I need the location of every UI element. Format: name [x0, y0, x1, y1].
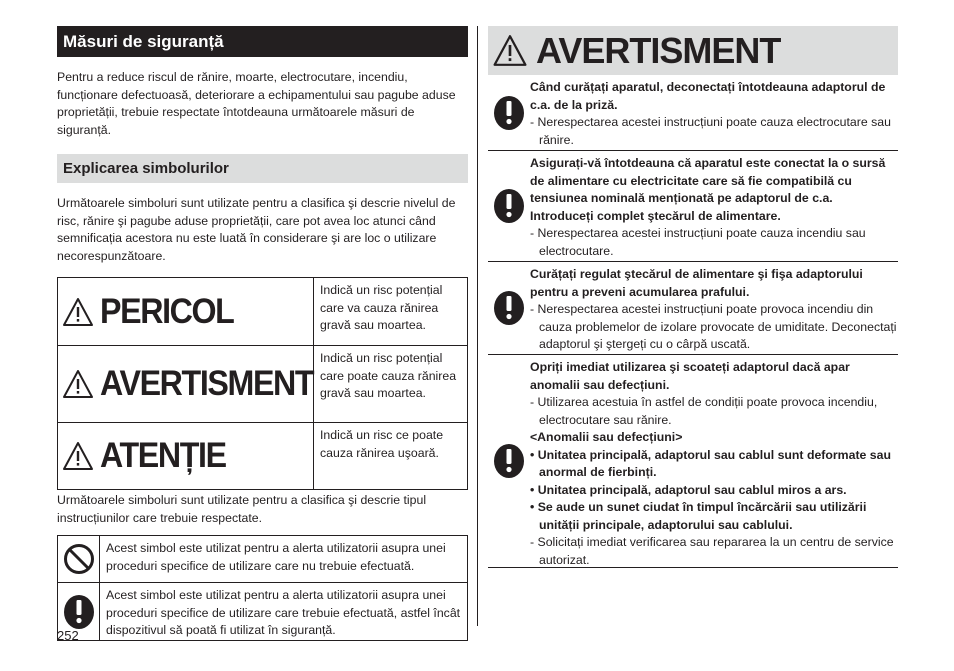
- warning-icon-cell: [488, 151, 530, 261]
- signal-word-caution: ATENȚIE: [100, 436, 226, 476]
- warning-block-voltage: [488, 150, 898, 261]
- warning-rule: Curățați regulat ştecărul de alimentare şi fişa adaptorului pentru a preveni acumularea prafului.: [530, 267, 863, 299]
- mandatory-description: Acest simbol este utilizat pentru a alerta utilizatorii asupra unei proceduri specifice de utilizare care trebuie efectuată, astfel încât dispozitivul să poată fi utilizat în siguranță.: [106, 588, 461, 637]
- warning-triangle-icon: [62, 441, 94, 471]
- warning-consequence: - Nerespectarea acestei instrucțiuni poate cauza electrocutare sau rănire.: [530, 115, 891, 147]
- intro-paragraph: Pentru a reduce riscul de rănire, moarte, electrocutare, incendiu, funcționare defectuoasă, deteriorare a echipamentului sau pagube aduse proprietății, trebuie respectate întotdeauna următoarele măsuri de siguranță.: [57, 70, 456, 137]
- subsection-title: Explicarea simbolurilor: [57, 154, 468, 183]
- warning-block-dust: [488, 261, 898, 354]
- signal-desc-warning: Indică un risc potențial care poate cauza rănirea gravă sau moartea.: [320, 351, 457, 400]
- warning-heading: AVERTISMENT: [536, 29, 781, 71]
- warning-consequence: - Nerespectarea acestei instrucțiuni poate cauza incendiu sau electrocutare.: [530, 226, 866, 258]
- section-title: Măsuri de siguranță: [57, 26, 468, 57]
- warning-consequence: - Solicitați imediat verificarea sau repararea la un centru de service autorizat.: [530, 535, 894, 567]
- signal-row-danger: [58, 278, 467, 345]
- instructions-intro-paragraph: Următoarele simboluri sunt utilizate pentru a clasifica şi descrie tipul instrucțiunilor care trebuie respectate.: [57, 493, 427, 525]
- anomaly-item: • Se aude un sunet ciudat în timpul încărcării sau utilizării unității principale, adaptorului sau cablului.: [530, 500, 867, 532]
- signal-row-caution: [58, 422, 467, 489]
- signal-word-cell: [58, 278, 314, 345]
- signal-word-table: [57, 277, 468, 490]
- warning-block-malfunction: [488, 354, 898, 568]
- warning-text: [530, 151, 898, 261]
- warning-triangle-icon: [62, 297, 94, 327]
- signal-desc-caution: Indică un risc ce poate cauza rănirea uşoară.: [320, 428, 444, 460]
- warning-icon-cell: [488, 75, 530, 150]
- left-column: [57, 26, 468, 641]
- exclamation-circle-icon: [494, 444, 524, 478]
- symbol-row-prohibit: [58, 536, 467, 582]
- warning-text: [530, 75, 898, 150]
- column-divider: [477, 26, 478, 626]
- right-column: [488, 26, 898, 568]
- signal-word-cell: [58, 423, 314, 489]
- exclamation-circle-icon: [494, 291, 524, 325]
- prohibition-circle-icon: [63, 543, 95, 575]
- warning-rule: Opriți imediat utilizarea şi scoateți adaptorul dacă apar anomalii sau defecțiuni.: [530, 360, 850, 392]
- page-number: 252: [57, 628, 79, 643]
- warning-text: [530, 355, 898, 567]
- exclamation-circle-icon: [494, 189, 524, 223]
- signal-desc-danger: Indică un risc potențial care va cauza rănirea gravă sau moartea.: [320, 283, 443, 332]
- warning-consequence: - Nerespectarea acestei instrucțiuni poate provoca incendiu din cauza problemelor de izolare provocate de umiditate. Deconectați adaptorul şi ştergeți cu o cârpă uscată.: [530, 302, 897, 351]
- signal-row-warning: [58, 345, 467, 422]
- prohibit-description: Acest simbol este utilizat pentru a alerta utilizatorii asupra unei proceduri specifice de utilizare care nu trebuie efectuată.: [106, 541, 446, 573]
- warning-text: [530, 262, 898, 354]
- signal-word-danger: PERICOL: [100, 291, 234, 331]
- warning-icon-cell: [488, 262, 530, 354]
- exclamation-circle-icon: [64, 595, 94, 629]
- warning-rule: Asigurați-vă întotdeauna că aparatul este conectat la o sursă de alimentare cu electricitate care să fie compatibilă cu tensiunea nominală menționată pe adaptorul de c.a. Introduceți complet ştecărul de alimentare.: [530, 156, 886, 223]
- warning-icon-cell: [488, 355, 530, 567]
- warning-heading-bar: [488, 26, 898, 75]
- warning-triangle-icon: [62, 369, 94, 399]
- warning-blocks: [488, 75, 898, 568]
- anomalies-label: <Anomalii sau defecțiuni>: [530, 430, 683, 444]
- exclamation-circle-icon: [494, 96, 524, 130]
- symbol-row-mandatory: [58, 582, 467, 640]
- anomaly-item: • Unitatea principală, adaptorul sau cablul miros a ars.: [530, 482, 847, 497]
- signal-word-warning: AVERTISMENT: [100, 364, 314, 404]
- symbol-icon-cell: [58, 536, 100, 582]
- warning-triangle-icon: [492, 34, 528, 67]
- warning-consequence: - Utilizarea acestuia în astfel de condiții poate provoca incendiu, electrocutare sau rănire.: [530, 395, 878, 427]
- symbols-intro-paragraph: Următoarele simboluri sunt utilizate pentru a clasifica şi descrie nivelul de risc, rănire şi pagube aduse proprietății, care pot avea loc atunci când semnificația acestora nu este luată în considerare şi are loc o utilizare necorespunzătoare.: [57, 196, 456, 263]
- signal-word-cell: [58, 346, 314, 422]
- warning-block-cleaning: [488, 75, 898, 150]
- anomaly-item: • Unitatea principală, adaptorul sau cablul sunt deformate sau anormal de fierbinți.: [530, 447, 891, 479]
- warning-rule: Când curățați aparatul, deconectați întotdeauna adaptorul de c.a. de la priză.: [530, 80, 886, 112]
- instruction-symbol-table: [57, 535, 468, 641]
